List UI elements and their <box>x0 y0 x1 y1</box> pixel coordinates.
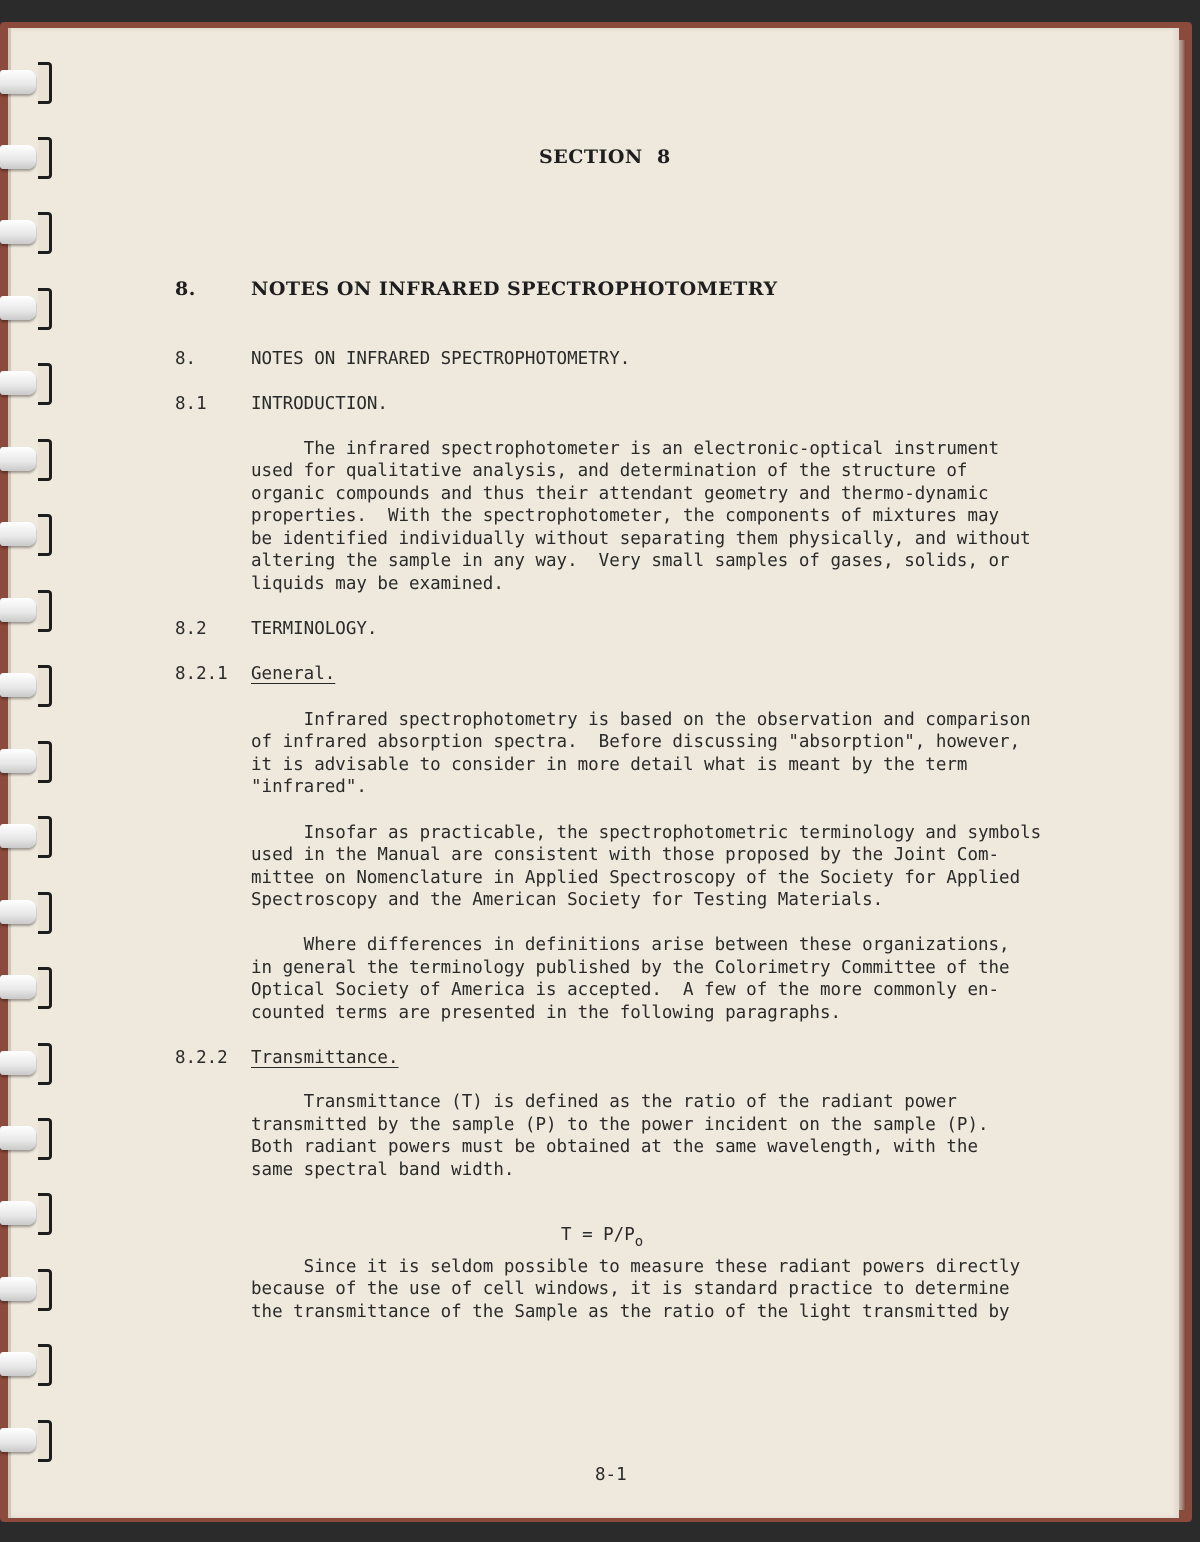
formula-subscript: o <box>634 1234 644 1250</box>
binding-ring <box>0 135 52 181</box>
text-line: of infrared absorption spectra. Before discussing "absorption", however, <box>251 732 1021 752</box>
binding-ring <box>0 1267 52 1313</box>
chapter-number: 8. <box>175 278 196 300</box>
section-8-2-title: TERMINOLOGY. <box>251 619 378 639</box>
formula-main: T = P/P <box>561 1225 635 1245</box>
text-line: in general the terminology published by the Colorimetry Committee of the <box>251 958 1010 978</box>
section-8-2-2-number: 8.2.2 <box>175 1048 228 1068</box>
text-line: properties. With the spectrophotometer, the components of mixtures may <box>251 506 1000 526</box>
binding-ring <box>0 1116 52 1162</box>
binding-ring <box>0 588 52 634</box>
chapter-title: NOTES ON INFRARED SPECTROPHOTOMETRY <box>251 278 778 300</box>
binding-ring <box>0 210 52 256</box>
section-heading: SECTION 8 <box>539 146 671 168</box>
text-line: transmitted by the sample (P) to the power incident on the sample (P). <box>251 1115 989 1135</box>
transmittance-formula <box>561 1224 643 1254</box>
binding-ring <box>0 890 52 936</box>
text-line: "infrared". <box>251 777 367 797</box>
document-page <box>8 28 1179 1518</box>
binding-ring <box>0 1418 52 1464</box>
text-line: it is advisable to consider in more detail what is meant by the term <box>251 755 968 775</box>
binding-ring <box>0 814 52 860</box>
text-line: used for qualitative analysis, and determination of the structure of <box>251 461 968 481</box>
text-line: Since it is seldom possible to measure these radiant powers directly <box>251 1257 1021 1277</box>
text-line: Spectroscopy and the American Society for Testing Materials. <box>251 890 884 910</box>
text-line: Where differences in definitions arise between these organizations, <box>251 935 1010 955</box>
text-line: because of the use of cell windows, it is standard practice to determine <box>251 1279 1010 1299</box>
section-8-2-2-title: Transmittance. <box>251 1048 399 1068</box>
section-8-title: NOTES ON INFRARED SPECTROPHOTOMETRY. <box>251 349 631 369</box>
section-8-number: 8. <box>175 349 197 369</box>
binding-ring <box>0 286 52 332</box>
section-8-2-number: 8.2 <box>175 619 207 639</box>
section-8-2-1-number: 8.2.1 <box>175 664 228 684</box>
text-line: Both radiant powers must be obtained at the same wavelength, with the <box>251 1137 978 1157</box>
text-line: Transmittance (T) is defined as the ratio of the radiant power <box>251 1092 957 1112</box>
binding-ring <box>0 739 52 785</box>
binding-ring <box>0 663 52 709</box>
text-line: organic compounds and thus their attendant geometry and thermo-dynamic <box>251 484 989 504</box>
binding-ring <box>0 361 52 407</box>
page-number: 8-1 <box>595 1465 627 1485</box>
binding-ring <box>0 965 52 1011</box>
section-8-1-number: 8.1 <box>175 394 207 414</box>
section-8-1-title: INTRODUCTION. <box>251 394 388 414</box>
binding-ring <box>0 437 52 483</box>
binding-ring <box>0 60 52 106</box>
text-line: Infrared spectrophotometry is based on the observation and comparison <box>251 710 1031 730</box>
text-line: Optical Society of America is accepted. A few of the more commonly en- <box>251 980 1000 1000</box>
text-line: liquids may be examined. <box>251 574 504 594</box>
text-line: the transmittance of the Sample as the ratio of the light transmitted by <box>251 1302 1010 1322</box>
text-line: mittee on Nomenclature in Applied Spectroscopy of the Society for Applied <box>251 868 1021 888</box>
binding-ring <box>0 512 52 558</box>
spiral-binding <box>0 60 60 1500</box>
binding-ring <box>0 1191 52 1237</box>
section-8-2-1-title: General. <box>251 664 336 684</box>
text-line: counted terms are presented in the following paragraphs. <box>251 1003 842 1023</box>
text-line: used in the Manual are consistent with those proposed by the Joint Com- <box>251 845 1000 865</box>
text-line: same spectral band width. <box>251 1160 515 1180</box>
binding-ring <box>0 1041 52 1087</box>
text-line: altering the sample in any way. Very small samples of gases, solids, or <box>251 551 1010 571</box>
text-line: Insofar as practicable, the spectrophotometric terminology and symbols <box>251 823 1042 843</box>
text-line: The infrared spectrophotometer is an electronic-optical instrument <box>251 439 1000 459</box>
binding-ring <box>0 1342 52 1388</box>
text-line: be identified individually without separating them physically, and without <box>251 529 1031 549</box>
